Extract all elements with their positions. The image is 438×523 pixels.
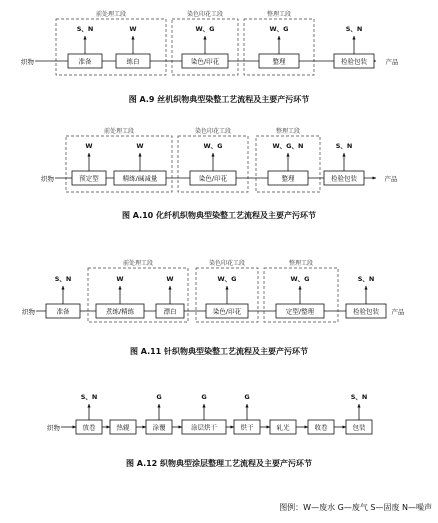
pollutant-label: S、N xyxy=(76,25,94,33)
pollutant-label: S、N xyxy=(350,393,368,401)
diagram-a11 xyxy=(22,259,405,322)
stage-label: 前处理工段 xyxy=(103,128,135,135)
pollutant-label: W、G xyxy=(203,142,223,150)
step-label: 预定型 xyxy=(79,174,99,183)
step-label: 整理 xyxy=(281,174,295,183)
pollutant-label: W xyxy=(85,142,93,150)
stage-label: 染色印花工段 xyxy=(186,11,224,18)
step-label: 染色/印花 xyxy=(212,307,242,316)
step-label: 检验包装 xyxy=(341,57,367,66)
stage-label: 整理工段 xyxy=(288,260,314,267)
pollutant-label: W、G xyxy=(269,25,289,33)
pollutant-label: W、G xyxy=(195,25,215,33)
pollutant-label: S、N xyxy=(335,142,353,150)
step-label: 整理 xyxy=(272,57,286,66)
figure-caption: 图 A.11 针织物典型染整工艺流程及主要产污环节 xyxy=(129,347,309,356)
step-label: 漂白 xyxy=(163,307,177,316)
output-label: 产品 xyxy=(391,308,405,316)
stage-label: 整理工段 xyxy=(266,11,292,18)
pollutant-label: W、G xyxy=(217,275,237,283)
step-label: 练白 xyxy=(126,57,140,66)
step-label: 染色/印花 xyxy=(190,57,220,66)
step-label: 准备 xyxy=(78,57,92,66)
output-label: 产品 xyxy=(385,58,399,66)
output-label: 产品 xyxy=(384,175,398,183)
pollutant-label: W xyxy=(129,25,137,33)
step-label: 检验包装 xyxy=(353,307,379,316)
diagram-a12 xyxy=(47,393,372,434)
figure-caption: 图 A.12 织物典型涂层整理工艺流程及主要产污环节 xyxy=(125,459,313,468)
legend: 图例：W—废水 G—废气 S—固废 N—噪声 xyxy=(279,503,432,512)
step-label: 涂层烘干 xyxy=(191,423,217,432)
pollutant-label: W xyxy=(166,275,174,283)
step-label: 热辊 xyxy=(116,423,130,432)
stage-label: 整理工段 xyxy=(275,128,301,135)
step-label: 煮练/精练 xyxy=(105,307,135,316)
step-label: 准备 xyxy=(56,307,70,316)
figure-caption: 图 A.10 化纤机织物典型染整工艺流程及主要产污环节 xyxy=(121,211,317,220)
stage-label: 前处理工段 xyxy=(122,260,154,267)
input-label: 织物 xyxy=(22,308,35,316)
input-label: 织物 xyxy=(21,58,34,66)
pollutant-label: W、G xyxy=(290,275,310,283)
pollutant-label: W、G、N xyxy=(272,142,304,150)
step-label: 涂覆 xyxy=(152,423,166,432)
step-label: 轧光 xyxy=(276,423,290,432)
step-label: 定型/整理 xyxy=(285,307,315,316)
stage-label: 染色印花工段 xyxy=(194,128,232,135)
step-label: 包装 xyxy=(352,423,366,432)
stage-label: 前处理工段 xyxy=(95,11,127,18)
step-label: 染色/印花 xyxy=(198,174,228,183)
diagram-a9 xyxy=(21,10,399,75)
pollutant-label: S、N xyxy=(80,393,98,401)
input-label: 织物 xyxy=(47,424,60,432)
pollutant-label: S、N xyxy=(345,25,363,33)
pollutant-label: G xyxy=(201,393,207,401)
diagram-a10 xyxy=(41,127,398,192)
step-label: 放卷 xyxy=(82,423,96,432)
pollutant-label: W xyxy=(116,275,124,283)
pollutant-label: W xyxy=(136,142,144,150)
input-label: 织物 xyxy=(41,175,54,183)
step-label: 检验包装 xyxy=(331,174,357,183)
step-label: 烘干 xyxy=(240,423,254,432)
step-label: 收卷 xyxy=(314,423,328,432)
step-label: 精练/碱减量 xyxy=(122,174,158,183)
pollutant-label: G xyxy=(244,393,250,401)
pollutant-label: G xyxy=(156,393,162,401)
pollutant-label: S、N xyxy=(54,275,72,283)
figure-caption: 图 A.9 丝机织物典型染整工艺流程及主要产污环节 xyxy=(128,95,310,104)
pollutant-label: S、N xyxy=(357,275,375,283)
stage-label: 染色印花工段 xyxy=(208,260,246,267)
